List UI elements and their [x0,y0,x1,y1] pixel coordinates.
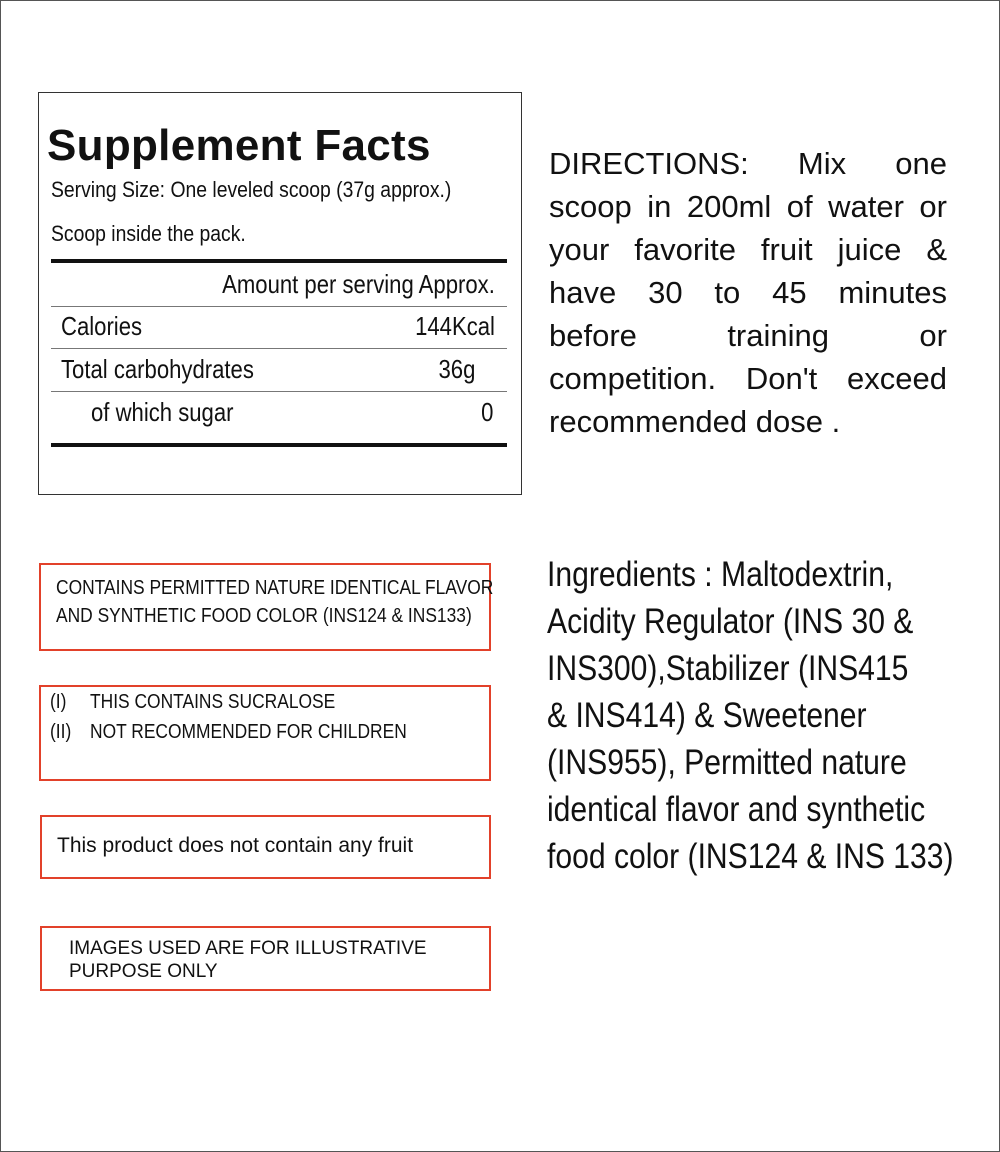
ingredients-line: (INS955), Permitted nature [547,743,907,782]
ingredients-block [547,551,954,880]
calories-label: Calories [61,311,143,341]
directions-text: DIRECTIONS: Mix one scoop in 200ml of water or your favorite fruit juice & have 30 to 45 minutes before training or competition. Don't exceed recommended dose . [549,146,947,439]
images-disclaimer-notice [40,926,491,991]
supplement-facts-title: Supplement Facts [47,121,431,170]
facts-divider [51,348,507,349]
supplement-facts-panel [38,92,522,495]
warning-text-1: THIS CONTAINS SUCRALOSE [90,691,336,713]
calories-value: 144Kcal [415,311,495,341]
amount-per-serving-header: Amount per serving Approx. [222,269,495,299]
ingredients-line: Acidity Regulator (INS 30 & [547,602,914,641]
serving-size: Serving Size: One leveled scoop (37g approx.) [51,177,452,202]
no-fruit-text: This product does not contain any fruit [57,834,414,857]
warning-marker-2: (II) [50,721,72,743]
facts-divider-bottom [51,443,507,447]
ingredients-line: food color (INS124 & INS 133) [547,837,954,876]
warning-text-2: NOT RECOMMENDED FOR CHILDREN [90,721,407,743]
ingredients-line: INS300),Stabilizer (INS415 [547,649,909,688]
images-disclaimer-line-2: PURPOSE ONLY [69,961,218,982]
warning-marker-1: (I) [50,691,67,713]
flavor-color-line-1: CONTAINS PERMITTED NATURE IDENTICAL FLAVOR [56,577,494,599]
carbohydrates-label: Total carbohydrates [61,354,254,384]
facts-divider [51,306,507,307]
sugar-label: of which sugar [91,397,234,427]
ingredients-line: & INS414) & Sweetener [547,696,867,735]
flavor-color-notice [39,563,494,651]
no-fruit-notice [40,815,491,879]
carbohydrates-value: 36g [438,354,475,384]
sugar-value: 0 [480,397,493,427]
scoop-note: Scoop inside the pack. [51,221,246,246]
ingredients-line: Ingredients : Maltodextrin, [547,555,894,594]
flavor-color-line-2: AND SYNTHETIC FOOD COLOR (INS124 & INS133) [56,605,472,627]
facts-divider [51,391,507,392]
warnings-notice [39,685,491,781]
ingredients-line: identical flavor and synthetic [547,790,926,829]
facts-divider-top [51,259,507,263]
images-disclaimer-line-1: IMAGES USED ARE FOR ILLUSTRATIVE [69,938,427,959]
